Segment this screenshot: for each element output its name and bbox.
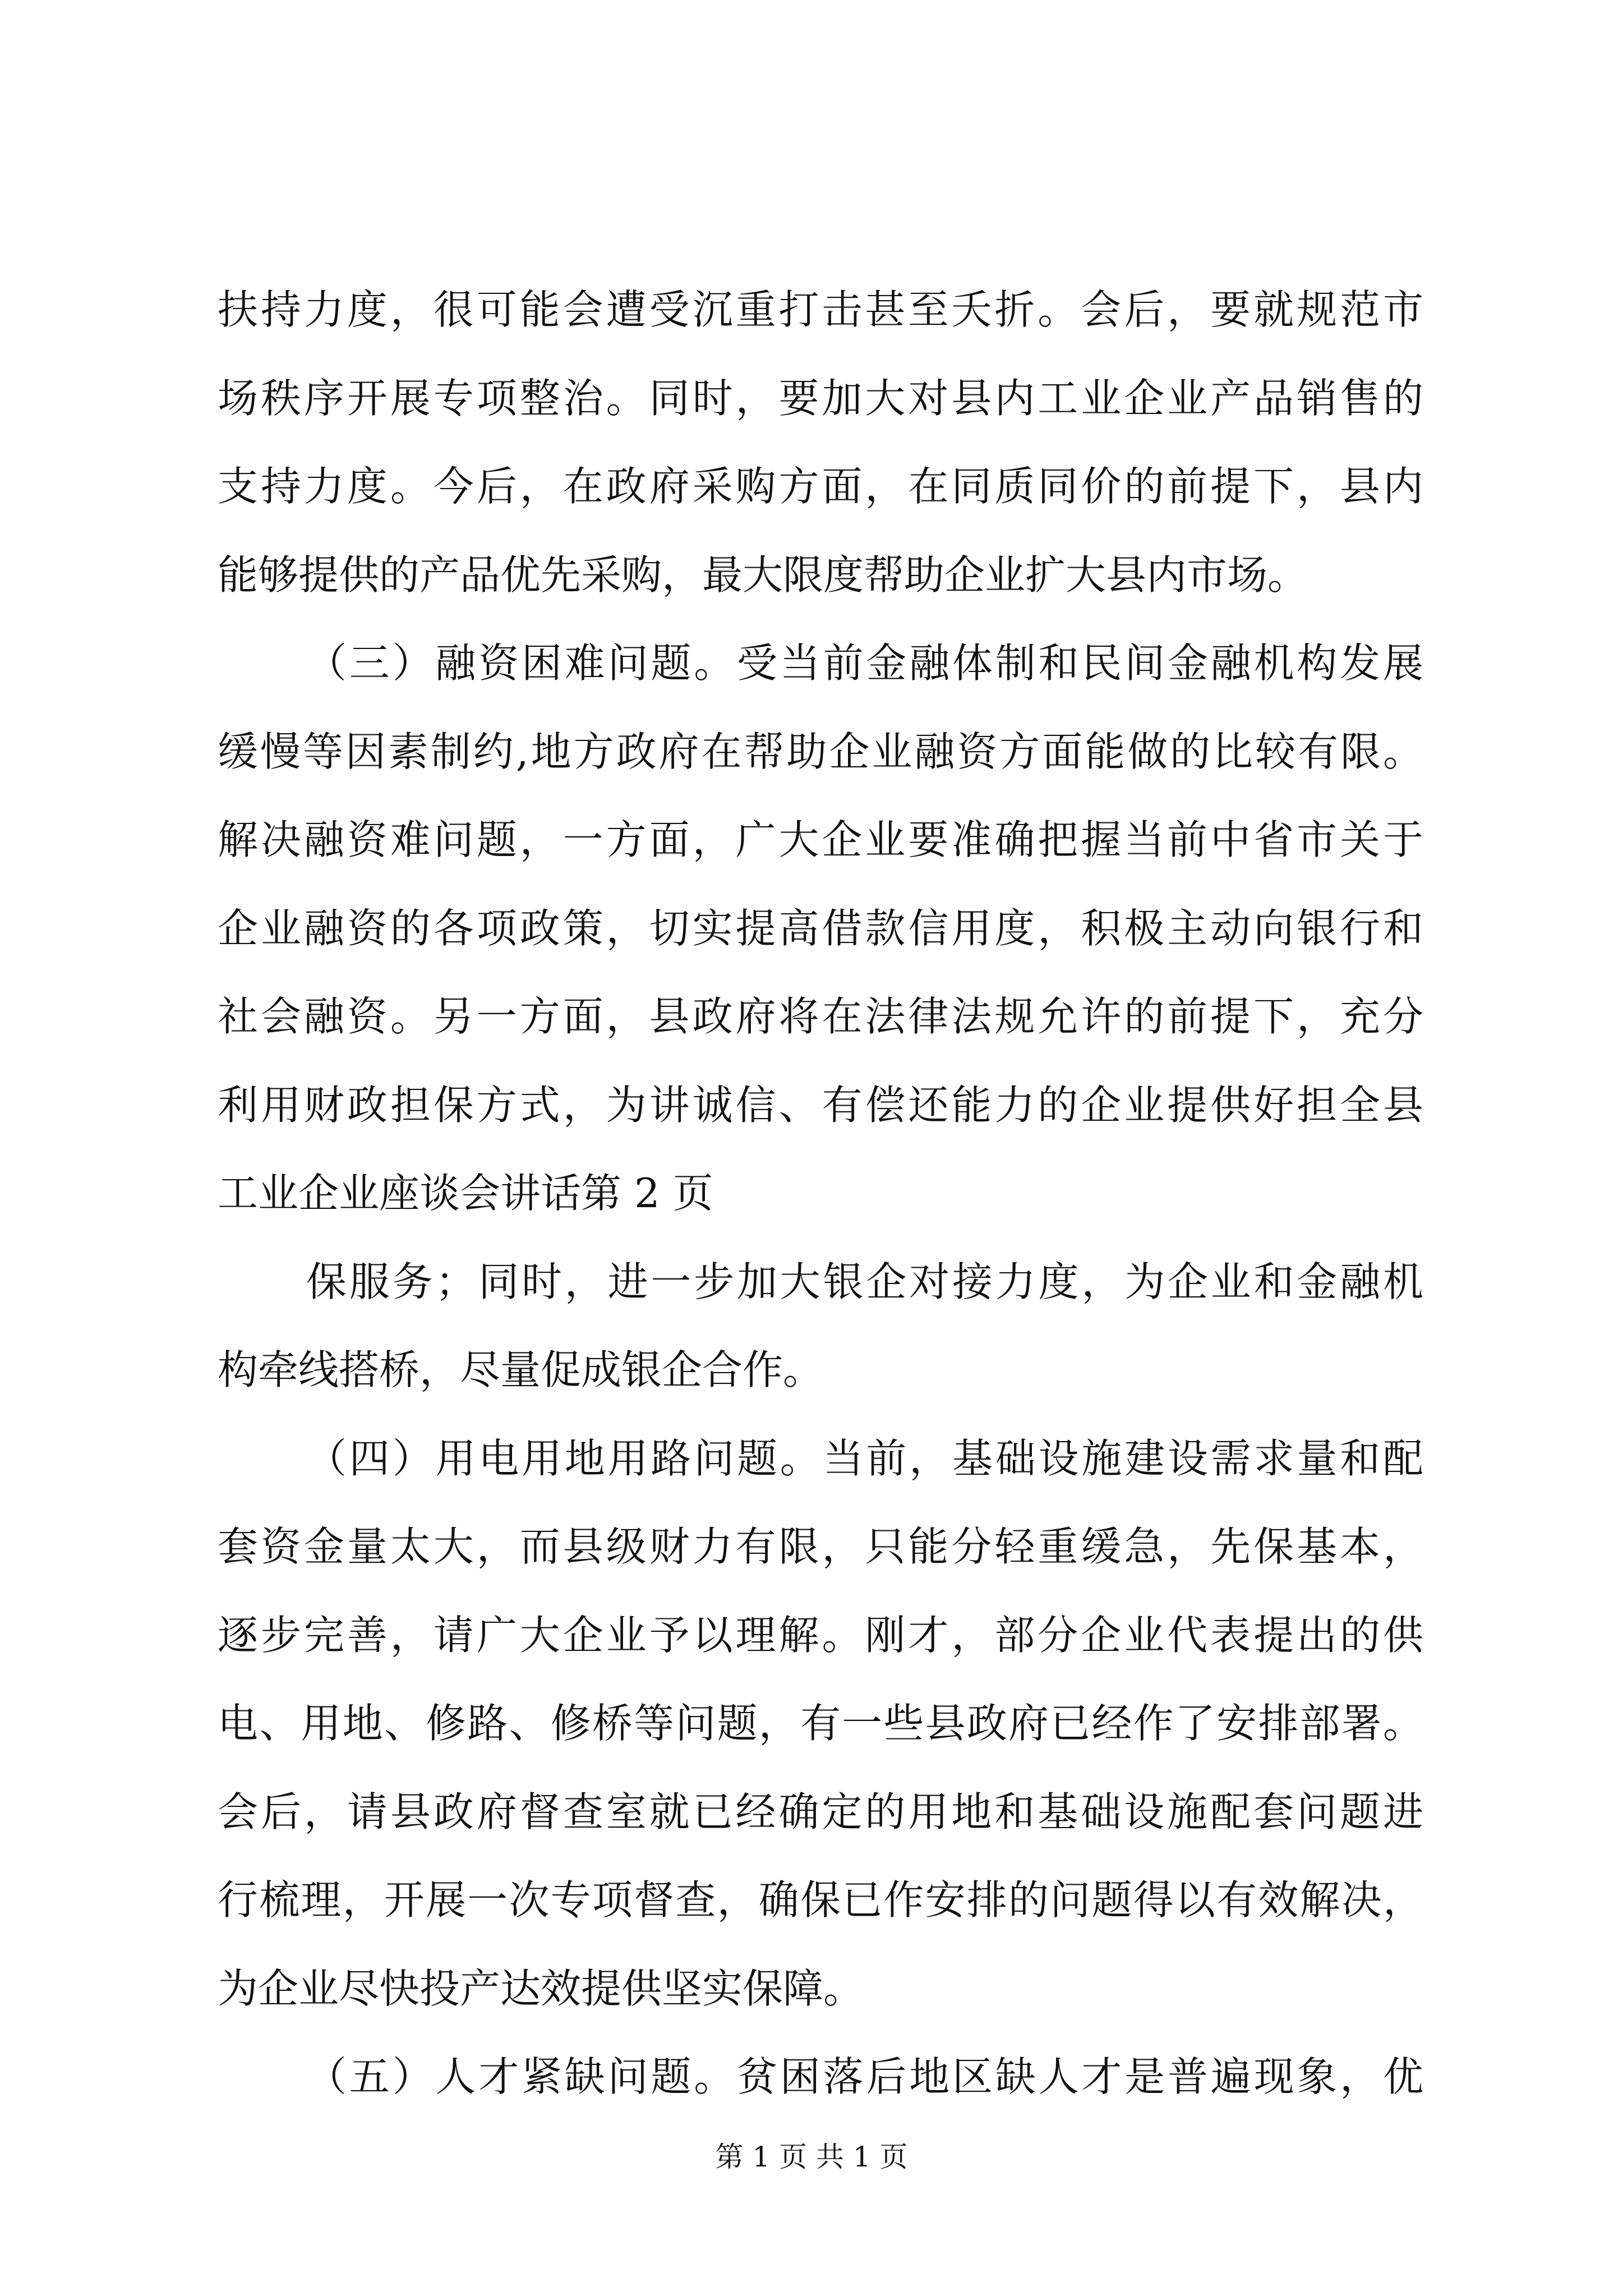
text-line: 缓慢等因素制约,地方政府在帮助企业融资方面能做的比较有限。 — [218, 728, 1423, 775]
text-line: 企业融资的各项政策，切实提高借款信用度，积极主动向银行和 — [218, 904, 1423, 952]
text-line: 电、用地、修路、修桥等问题，有一些县政府已经作了安排部署。 — [218, 1700, 1423, 1747]
text-line: 会后，请县政府督查室就已经确定的用地和基础设施配套问题进 — [218, 1788, 1423, 1835]
text-line: 套资金量太大，而县级财力有限，只能分轻重缓急，先保基本， — [218, 1523, 1423, 1570]
text-line: 工业企业座谈会讲话第 2 页 — [218, 1170, 713, 1217]
text-line: 社会融资。另一方面，县政府将在法律法规允许的前提下，充分 — [218, 993, 1423, 1040]
text-line: 保服务；同时，进一步加大银企对接力度，为企业和金融机 — [306, 1258, 1423, 1305]
text-line: 扶持力度，很可能会遭受沉重打击甚至夭折。会后，要就规范市 — [218, 286, 1423, 333]
document-body — [218, 266, 1423, 2122]
text-line: （三）融资困难问题。受当前金融体制和民间金融机构发展 — [306, 639, 1423, 687]
text-line: 行梳理，开展一次专项督查，确保已作安排的问题得以有效解决， — [218, 1876, 1423, 1924]
text-line: （五）人才紧缺问题。贫困落后地区缺人才是普遍现象，优 — [306, 2053, 1423, 2100]
text-line: 利用财政担保方式，为讲诚信、有偿还能力的企业提供好担全县 — [218, 1081, 1423, 1129]
page-footer: 第 1 页 共 1 页 — [715, 2141, 908, 2173]
text-line: 支持力度。今后，在政府采购方面，在同质同价的前提下，县内 — [218, 463, 1423, 510]
text-line: 解决融资难问题，一方面，广大企业要准确把握当前中省市关于 — [218, 816, 1423, 863]
text-line: 能够提供的产品优先采购，最大限度帮助企业扩大县内市场。 — [218, 551, 1308, 599]
text-line: （四）用电用地用路问题。当前，基础设施建设需求量和配 — [306, 1434, 1423, 1482]
text-line: 构牵线搭桥，尽量促成银企合作。 — [218, 1346, 824, 1393]
text-line: 场秩序开展专项整治。同时，要加大对县内工业企业产品销售的 — [218, 374, 1423, 422]
text-line: 逐步完善，请广大企业予以理解。刚才，部分企业代表提出的供 — [218, 1611, 1423, 1659]
text-line: 为企业尽快投产达效提供坚实保障。 — [218, 1964, 864, 2012]
